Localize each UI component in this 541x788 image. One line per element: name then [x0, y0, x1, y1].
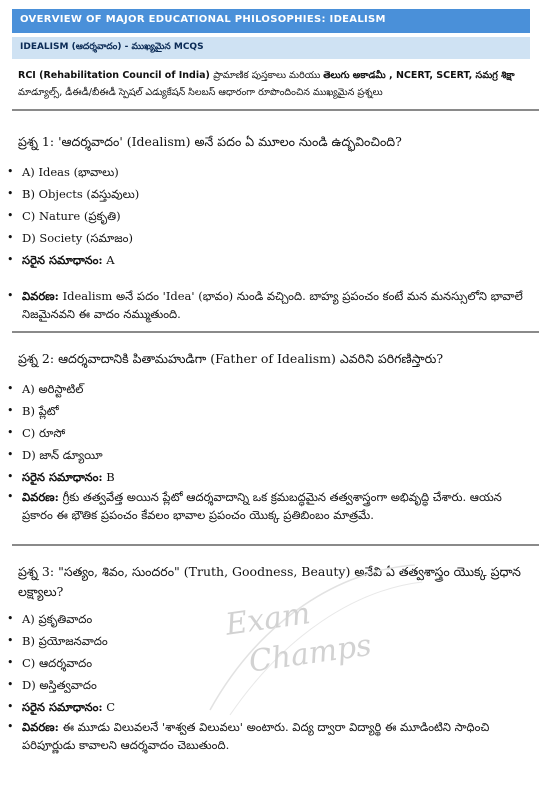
- question-1-answer: [0, 249, 541, 271]
- divider-3: [12, 544, 539, 546]
- question-1-option-c: • C) Nature (ప్రకృతి): [0, 205, 541, 227]
- explanation-label: వివరణ:: [22, 720, 59, 734]
- question-2-option-d: • D) జాన్ డ్యూయీ: [0, 444, 541, 466]
- question-1-text: ప్రశ్న 1: 'ఆదర్శవాదం' (Idealism) అనే పదం ఏ మూలం నుండి ఉద్భవించింది?: [18, 134, 402, 149]
- question-2-answer: [0, 466, 541, 488]
- intro-bold-telugu: తెలుగు అకాడమీ: [323, 70, 386, 81]
- question-2-option-c: • C) రూసో: [0, 422, 541, 444]
- explanation-text: గ్రీకు తత్వవేత్త అయిన ప్లేటో ఆదర్శవాదాన్ని ఒక క్రమబద్ధమైన తత్వశాస్త్రంగా అభివృద్ధి చేశారు. ఆయన ప్రకారం ఈ భౌతిక ప్రపంచం కేవలం భావాల ప్రపంచం యొక్క ప్రతిబింబం మాత్రమే.: [22, 490, 502, 522]
- answer-label: సరైన సమాధానం:: [22, 700, 103, 714]
- question-2-option-a: • A) అరిస్టాటిల్: [0, 378, 541, 400]
- explanation-text: Idealism అనే పదం 'Idea' (భావం) నుండి వచ్చింది. బాహ్య ప్రపంచం కంటే మన మనస్సులోని భావాలే నిజమైనవని ఈ వాదం నమ్ముతుంది.: [22, 289, 523, 321]
- question-2-explanation: [0, 488, 530, 524]
- question-3-option-b: • B) ప్రయోజనవాదం: [0, 630, 541, 652]
- answer-label: సరైన సమాధానం:: [22, 470, 103, 484]
- answer-value: A: [102, 253, 115, 267]
- question-1-options: [0, 161, 541, 271]
- question-1-explanation-list: [0, 287, 541, 323]
- answer-label: సరైన సమాధానం:: [22, 253, 103, 267]
- question-3-text: ప్రశ్న 3: "సత్యం, శివం, సుందరం" (Truth, Goodness, Beauty) అనేవి ఏ తత్వశాస్త్రం యొక్క ప్రధాన లక్ష్యాలు?: [18, 564, 521, 599]
- intro-part1: RCI (Rehabilitation Council of India): [18, 70, 214, 81]
- explanation-label: వివరణ:: [22, 289, 59, 303]
- question-3-explanation: [0, 718, 530, 754]
- answer-value: C: [102, 700, 116, 714]
- question-2-option-b: • B) ప్లేటో: [0, 400, 541, 422]
- question-1-option-b: • B) Objects (వస్తువులు): [0, 183, 541, 205]
- question-3-option-a: • A) ప్రకృతివాదం: [0, 608, 541, 630]
- question-1-option-a: • A) Ideas (భావాలు): [0, 161, 541, 183]
- question-3-option-c: • C) ఆదర్శవాదం: [0, 652, 541, 674]
- divider-1: [12, 109, 539, 111]
- intro-part3: , NCERT, SCERT,: [385, 70, 476, 81]
- question-1-explanation: [0, 287, 530, 323]
- explanation-label: వివరణ:: [22, 490, 59, 504]
- question-2-text: ప్రశ్న 2: ఆదర్శవాదానికి పితామహుడిగా (Father of Idealism) ఎవరిని పరిగణిస్తారు?: [18, 351, 444, 366]
- intro-line2: మాడ్యూల్స్, డీఈడీ/బీఈడీ స్పెషల్ ఎడ్యుకేషన్ సిలబస్ ఆధారంగా రూపొందించిన ముఖ్యమైన ప్రశ్నలు: [18, 87, 383, 98]
- page-header-title: OVERVIEW OF MAJOR EDUCATIONAL PHILOSOPHIES: IDEALISM: [12, 9, 530, 33]
- question-2-options: [0, 378, 541, 524]
- explanation-text: ఈ మూడు విలువలనే 'శాశ్వత విలువలు' అంటారు. విద్య ద్వారా విద్యార్థి ఈ మూడింటిని సాధించి పరిపూర్ణుడు కావాలని ఆదర్శవాదం చెబుతుంది.: [22, 720, 490, 752]
- watermark-line2: Champs: [246, 627, 374, 680]
- page-subheader: IDEALISM (ఆదర్శవాదం) - ముఖ్యమైన MCQS: [12, 37, 530, 59]
- intro-paragraph: [18, 67, 530, 101]
- question-3-option-d: • D) అస్తిత్వవాదం: [0, 674, 541, 696]
- watermark-line1: Exam: [223, 596, 313, 643]
- intro-part2: ప్రామాణిక పుస్తకాలు మరియు: [213, 70, 324, 81]
- divider-2: [12, 331, 539, 333]
- answer-value: B: [102, 470, 115, 484]
- question-1-option-d: • D) Society (సమాజం): [0, 227, 541, 249]
- watermark-swoosh-icon: [190, 560, 430, 720]
- intro-bold-samagra: సమగ్ర శిక్షా: [475, 70, 515, 81]
